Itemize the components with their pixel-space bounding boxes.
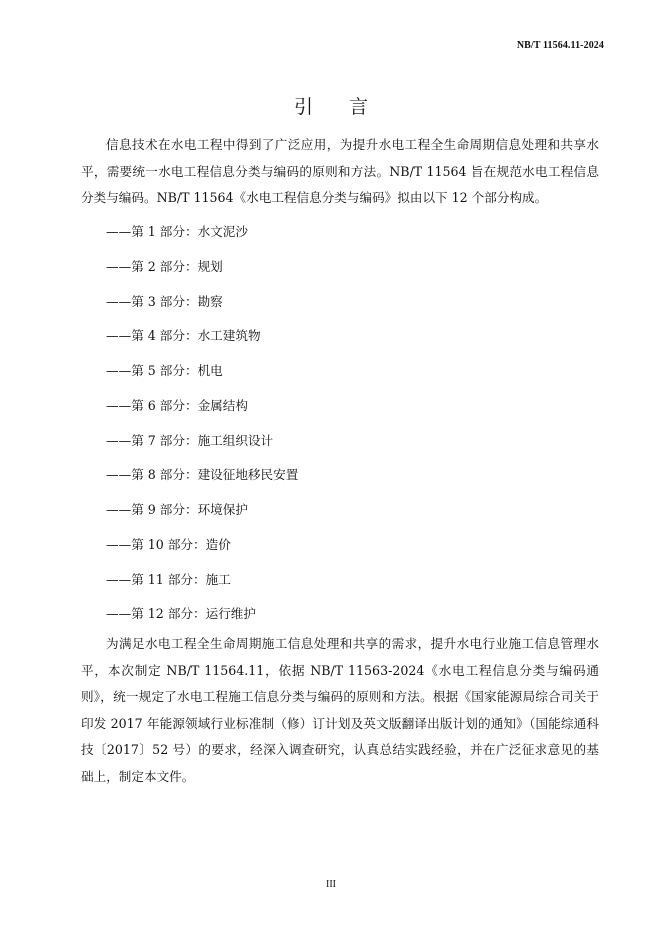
list-item: ——第 2 部分：规划: [106, 258, 223, 274]
standard-code-header: NB/T 11564.11-2024: [516, 40, 604, 51]
list-item: ——第 5 部分：机电: [106, 363, 223, 378]
closing-paragraph: 为满足水电工程全生命周期施工信息处理和共享的需求，提升水电行业施工信息管理水平，本次制定 NB/T 11564.11，依据 NB/T 11563-2024《水电工程信息分类与编码通则》，统一规定了水电工程施工信息分类与编码的原则和方法。根据《国家能源局综合司关于印发 2017 年能源领域行业标准制（修）订计划及英文版翻译出版计划的通知》（国能综通科技〔2017〕52 号）的要求，经深入调查研究，认真总结实践经验，并在广泛征求意见的基础上，制定本文件。: [81, 636, 599, 784]
intro-paragraph: 信息技术在水电工程中得到了广泛应用，为提升水电工程全生命周期信息处理和共享水平，需要统一水电工程信息分类与编码的原则和方法。NB/T 11564 旨在规范水电工程信息分类与编码。NB/T 11564《水电工程信息分类与编码》拟由以下 12 个部分构成。: [81, 137, 599, 205]
page-title: 引言: [293, 96, 404, 118]
page-number: III: [326, 879, 336, 890]
list-item: ——第 9 部分：环境保护: [106, 502, 248, 517]
list-item: ——第 1 部分：水文泥沙: [106, 224, 248, 239]
list-item: ——第 11 部分：施工: [106, 571, 231, 587]
list-item: ——第 8 部分：建设征地移民安置: [106, 467, 299, 483]
list-item: ——第 12 部分：运行维护: [106, 606, 256, 622]
list-item: ——第 3 部分：勘察: [106, 293, 223, 309]
list-item: ——第 4 部分：水工建筑物: [106, 328, 261, 344]
list-item: ——第 7 部分：施工组织设计: [106, 432, 274, 448]
parts-list: [106, 219, 298, 636]
list-item: ——第 10 部分：造价: [106, 536, 231, 552]
list-item: ——第 6 部分：金属结构: [106, 397, 248, 413]
